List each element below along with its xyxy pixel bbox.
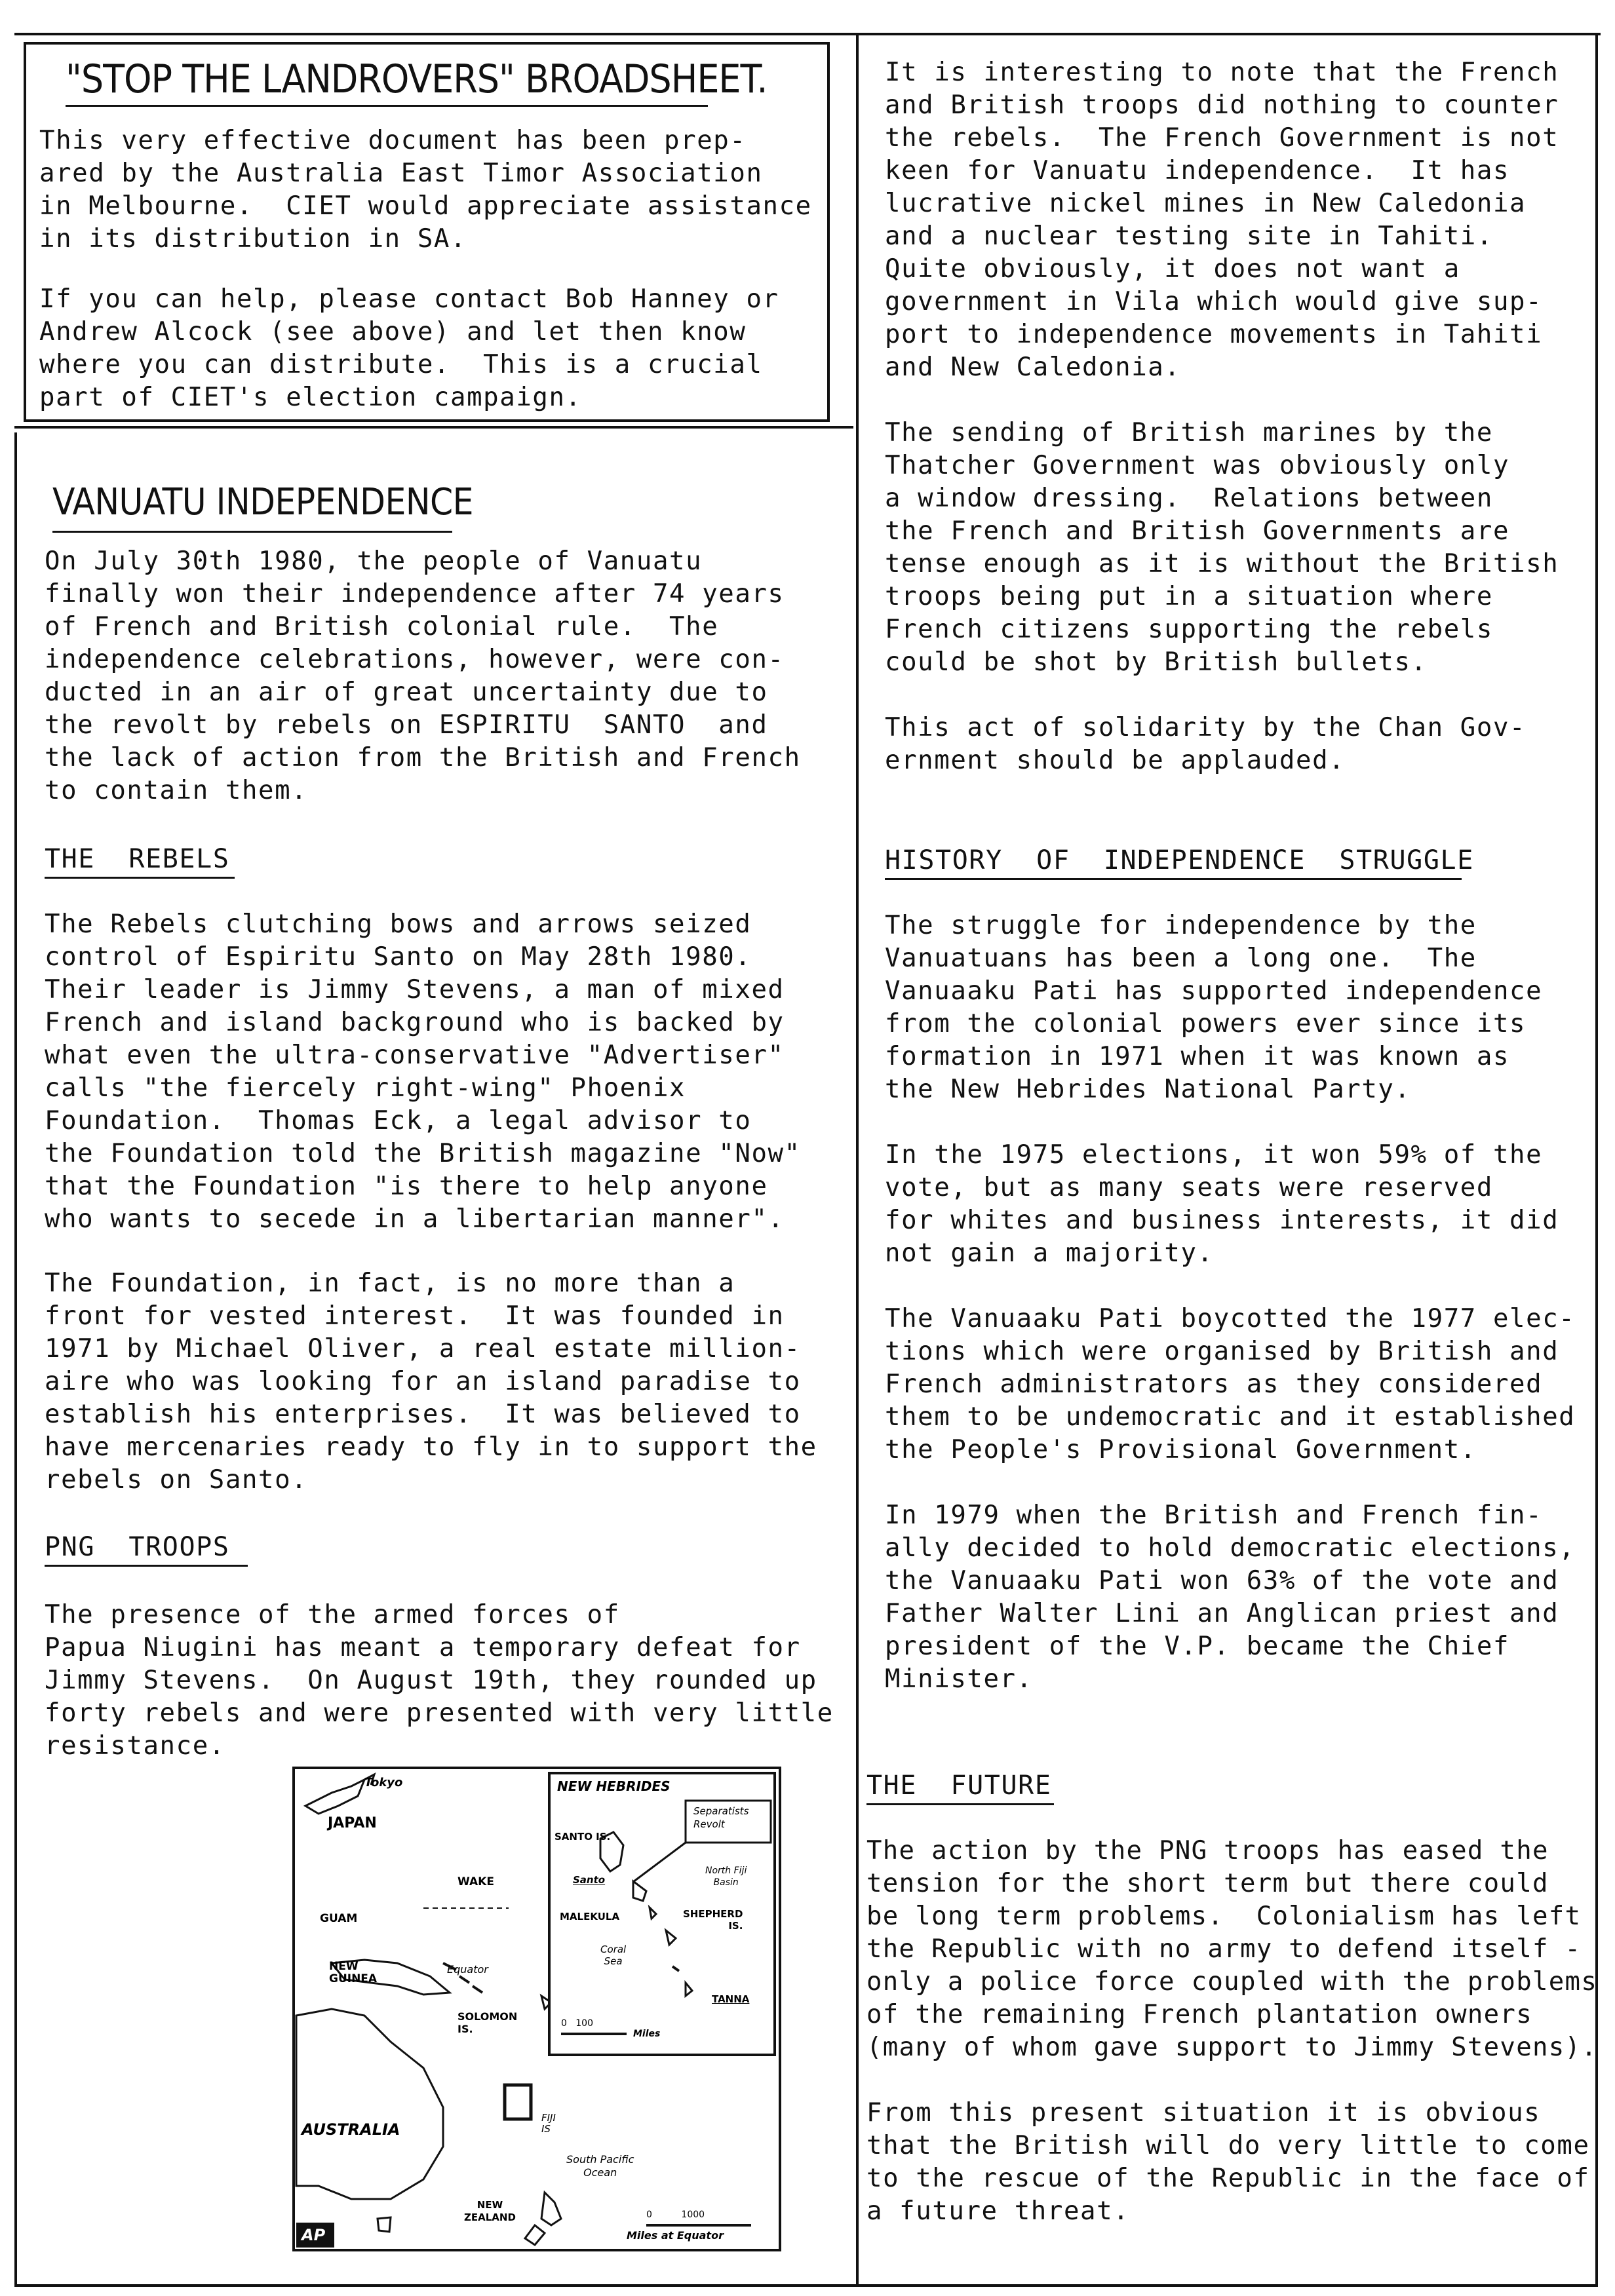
broadsheet-paragraph-2: If you can help, please contact Bob Hanney or Andrew Alcock (see above) and let then know where you can distribute. This is a crucial part of CIET's election campaign. <box>39 284 779 412</box>
history-heading: HISTORY OF INDEPENDENCE STRUGGLE <box>885 845 1474 875</box>
right-paragraph-1: It is interesting to note that the French and British troops did nothing to counter the rebels. The French Government is not keen for Vanuatu independence. It has lucrative nickel mines in New Caledonia and a nuclear testing site in Tahiti. Quite obviously, it does not want a government in Vila which would give sup- port to independence movements in Tahiti and New Caledonia. <box>885 58 1559 382</box>
map-label-new-guinea: NEW GUINEA <box>329 1960 378 1985</box>
png-troops-heading-underline <box>45 1565 248 1567</box>
inset-label-north-fiji: North Fiji Basin <box>705 1866 747 1888</box>
bottom-rule <box>14 2284 1598 2287</box>
right-paragraph-3: This act of solidarity by the Chan Gov- ernment should be applauded. <box>885 713 1527 775</box>
rebels-heading-underline <box>45 877 235 879</box>
map-label-solomon: SOLOMON IS. <box>457 2010 518 2035</box>
rebels-heading: THE REBELS <box>45 844 230 874</box>
inset-label-santo-is: SANTO IS. <box>555 1831 611 1843</box>
inset-label-separatists: Separatists Revolt <box>693 1805 749 1830</box>
vanuatu-intro: On July 30th 1980, the people of Vanuatu finally won their independence after 74 years of French and British colonial rule. The independence celebrations, however, were con- ducted in an air of great uncertainty due to the revolt by rebels on ESPIRITU SANTO and the lack of action from the British and French to contain them. <box>45 546 801 805</box>
vanuatu-title: VANUATU INDEPENDENCE <box>52 481 474 524</box>
map-label-wake: WAKE <box>457 1875 494 1888</box>
future-paragraph-2: From this present situation it is obvious that the British will do very little to come to the rescue of the Republic in the face of a future threat. <box>866 2098 1590 2226</box>
ap-logo: AP <box>302 2226 326 2244</box>
broadsheet-title-underline <box>66 105 708 107</box>
map-artwork <box>292 1767 781 2251</box>
new-hebrides-map <box>292 1767 781 2251</box>
broadsheet-title: "STOP THE LANDROVERS" BROADSHEET. <box>66 56 768 102</box>
map-scale-units: Miles at Equator <box>627 2229 724 2242</box>
inset-label-santo: Santo <box>573 1874 606 1886</box>
map-label-australia: AUSTRALIA <box>302 2120 400 2139</box>
map-label-tokyo: Tokyo <box>364 1776 403 1789</box>
rebels-paragraph-1: The Rebels clutching bows and arrows seized control of Espiritu Santo on May 28th 1980. Their leader is Jimmy Stevens, a man of mixed French and island background who is backed by what even the ultra-conservative "Advertiser" calls "the fiercely right-wing" Phoenix Foundation. Thomas Eck, a legal advisor to the Foundation told the British magazine "Now" that the Foundation "is there to help anyone who wants to secede in a libertarian manner". <box>45 909 801 1234</box>
right-paragraph-2: The sending of British marines by the Thatcher Government was obviously only a window dressing. Relations between the French and British Governments are tense enough as it is without the British troops being put in a situation where French citizens supporting the rebels could be shot by British bullets. <box>885 418 1559 677</box>
future-heading: THE FUTURE <box>866 1770 1052 1801</box>
broadsheet-paragraph-1: This very effective document has been prep- ared by the Australia East Timor Association in Melbourne. CIET would appreciate assistance in its distribution in SA. <box>39 126 812 254</box>
map-label-guam: GUAM <box>320 1912 358 1925</box>
column-divider <box>856 33 859 2287</box>
inset-label-shepherd: SHEPHERD IS. <box>683 1908 743 1932</box>
history-heading-underline <box>885 878 1462 880</box>
map-label-new-zealand: NEW ZEALAND <box>464 2199 516 2223</box>
map-label-fiji: FIJI IS <box>541 2112 556 2135</box>
history-paragraph-2: In the 1975 elections, it won 59% of the vote, but as many seats were reserved for whites and business interests, it did not gain a majority. <box>885 1140 1559 1268</box>
png-troops-heading: PNG TROOPS <box>45 1532 230 1562</box>
top-rule <box>14 33 1601 35</box>
vanuatu-title-underline <box>52 531 452 533</box>
png-troops-paragraph: The presence of the armed forces of Papua Niugini has meant a temporary defeat for Jimmy Stevens. On August 19th, they rounded up forty rebels and were presented with very little resistance. <box>45 1600 834 1761</box>
future-paragraph-1: The action by the PNG troops has eased the tension for the short term but there could be long term problems. Colonialism has left the Republic with no army to defend itself - only a police force coupled with the problems of the remaining French plantation owners (many of whom gave support to Jimmy Stevens). <box>866 1836 1598 2062</box>
map-scale-numbers: 0 1000 <box>646 2210 705 2220</box>
left-frame-rule <box>14 432 17 2287</box>
future-heading-underline <box>866 1803 1054 1805</box>
rebels-paragraph-2: The Foundation, in fact, is no more than a front for vested interest. It was founded in 1971 by Michael Oliver, a real estate million- aire who was looking for an island paradise to establish his enterprises. It was believed to have mercenaries ready to fly in to support the rebels on Santo. <box>45 1269 817 1495</box>
inset-title: NEW HEBRIDES <box>557 1778 671 1794</box>
inset-label-coral-sea: Coral Sea <box>600 1943 627 1967</box>
map-label-japan: JAPAN <box>328 1815 377 1831</box>
inset-label-malekula: MALEKULA <box>560 1911 620 1923</box>
inset-label-tanna: TANNA <box>712 1993 750 2005</box>
broadsheet-box-bottom-rule <box>14 426 853 429</box>
map-label-south-pacific: South Pacific Ocean <box>566 2153 634 2179</box>
inset-scale-numbers: 0 100 <box>561 2018 593 2029</box>
history-paragraph-3: The Vanuaaku Pati boycotted the 1977 elec- tions which were organised by British and French administrators as they considered them to be undemocratic and it established the People's Provisional Government. <box>885 1304 1576 1464</box>
history-paragraph-1: The struggle for independence by the Vanuatuans has been a long one. The Vanuaaku Pati has supported independence from the colonial powers ever since its formation in 1971 when it was known as the New Hebrides National Party. <box>885 911 1543 1104</box>
history-paragraph-4: In 1979 when the British and French fin- ally decided to hold democratic elections, the Vanuaaku Pati won 63% of the vote and Father Walter Lini an Anglican priest and president of the V.P. became the Chief Minister. <box>885 1501 1576 1694</box>
inset-scale-units: Miles <box>633 2029 661 2039</box>
map-label-equator: Equator <box>447 1963 488 1976</box>
